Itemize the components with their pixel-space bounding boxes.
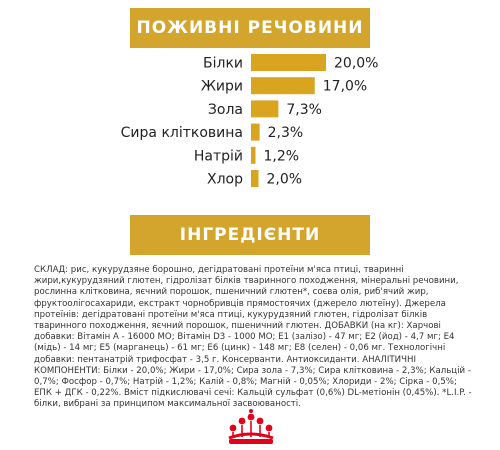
value-label: 17,0%	[322, 78, 368, 95]
nutrients-heading-band	[130, 8, 370, 48]
category-label: Жири	[200, 78, 243, 95]
value-label: 20,0%	[334, 55, 379, 72]
royal-canin-logo	[225, 408, 277, 446]
bar	[251, 77, 315, 94]
ingredients-heading-band	[130, 215, 370, 255]
ingredients-text: СКЛАД: рис, кукурудзяне борошно, дегідратовані протеїни м'яса птиці, тваринні жири,кукурудзяний глютен, гідролізат білків тваринного походження, мінеральні речовини, рослинна клітковина, яєчний порошок, пшеничний глютен*, соєва олія, риб'ячий жир, фруктоолігосахариди, екстракт чорнобривців прямостоячих (джерело лютеїну). Джерела протеїнів: дегідратовані протеїни м'яса птиці, кукурудзяний глютен, гідролізат білків тваринного походження, яєчний порошок, пшеничний глютен. ДОБАВКИ (на кг): Харчові добавки: Вітамін A - 16000 МО; Вітамін D3 - 1000 МО; E1 (залізо) - 47 мг; E2 (йод) - 4,7 мг; E4 (мідь) - 14 мг; E5 (марганець) - 61 мг; E6 (цинк) - 148 мг; E8 (селен) - 0,06 мг. Технологічні добавки: пентанатрій трифосфат - 3,5 г. Консерванти. Антиоксиданти. АНАЛІТИЧНІ КОМПОНЕНТИ: Білки - 20,0%; Жири - 17,0%; Сира зола - 7,3%; Сира клітковина - 2,3%; Кальцій - 0,7%; Фосфор - 0,7%; Натрій - 1,2%; Калій - 0,8%; Магній - 0,05%; Хлориди - 2%; Сірка - 0,5%; ЕПК + ДГК - 0,22%. Вміст підкислювачі сечі: Кальцій сульфат (0,6%) DL-метіонін (0,45%). *L.I.P. - білки, вибрані за принципом максимальної засвоюваності.	[34, 265, 472, 410]
bar	[251, 170, 259, 187]
value-label: 7,3%	[286, 101, 322, 118]
value-label: 2,3%	[267, 125, 304, 142]
nutrients-heading: ПОЖИВНІ РЕЧОВИНИ	[136, 18, 364, 38]
ingredients-heading: ІНГРЕДІЄНТИ	[179, 225, 321, 245]
category-label: Натрій	[193, 148, 243, 165]
bar	[251, 147, 256, 164]
category-label: Сира клітковина	[120, 125, 243, 142]
bar	[251, 54, 326, 71]
bar	[251, 100, 278, 117]
nutrients-bar-chart	[0, 48, 500, 208]
value-label: 2,0%	[266, 171, 303, 188]
category-label: Хлор	[207, 171, 243, 188]
category-label: Білки	[203, 55, 243, 72]
value-label: 1,2%	[263, 148, 300, 165]
bar	[251, 124, 260, 141]
category-label: Зола	[207, 101, 243, 118]
